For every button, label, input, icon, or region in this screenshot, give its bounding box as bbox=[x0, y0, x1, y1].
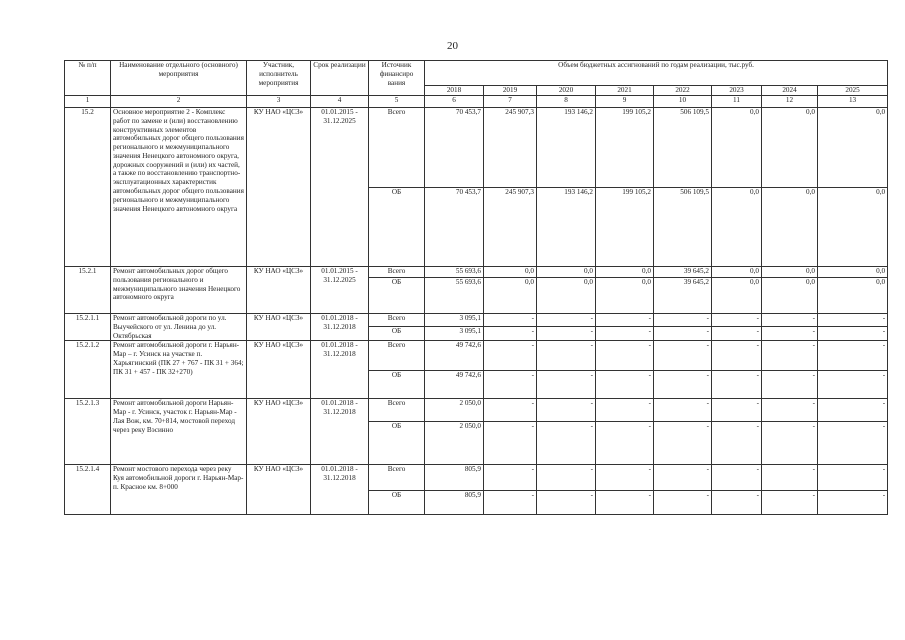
row-source: Всего bbox=[369, 267, 425, 278]
header-year: 2023 bbox=[712, 86, 762, 96]
row-name: Основное мероприятие 2 - Комплекс работ по замене и (или) восстановлению конструктивных элементов автомобильных дорог общего пользования регионального и межмуниципального значения Ненецкого автономного округа, дорожных сооружений и (или) их частей, а также по восстановлению транспортно-эксплуатационных характеристик автомобильных дорог общего пользования регионального и межмуниципального значения Ненецкого автономного округа bbox=[111, 108, 247, 267]
row-value: - bbox=[654, 371, 712, 399]
row-value: 506 109,5 bbox=[654, 188, 712, 267]
row-executor: КУ НАО «ЦСЗ» bbox=[247, 108, 311, 267]
row-value: - bbox=[537, 327, 596, 341]
row-source: Всего bbox=[369, 341, 425, 371]
row-value: 55 693,6 bbox=[425, 278, 484, 314]
row-source: ОБ bbox=[369, 422, 425, 465]
row-value: 805,9 bbox=[425, 491, 484, 515]
column-number: 1 bbox=[65, 96, 111, 108]
row-value: 39 645,2 bbox=[654, 278, 712, 314]
row-value: - bbox=[484, 327, 537, 341]
row-value: - bbox=[762, 491, 818, 515]
row-value: - bbox=[712, 491, 762, 515]
table-row bbox=[65, 465, 888, 491]
row-value: 245 907,3 bbox=[484, 108, 537, 188]
column-number: 6 bbox=[425, 96, 484, 108]
row-value: - bbox=[537, 314, 596, 327]
row-value: - bbox=[712, 422, 762, 465]
column-number: 4 bbox=[311, 96, 369, 108]
row-value: - bbox=[654, 491, 712, 515]
row-value: - bbox=[484, 422, 537, 465]
column-number: 9 bbox=[596, 96, 654, 108]
row-value: 0,0 bbox=[484, 267, 537, 278]
row-name: Ремонт автомобильных дорог общего пользования регионального и межмуниципального значения Ненецкого автономного округа bbox=[111, 267, 247, 314]
row-value: - bbox=[762, 399, 818, 422]
row-source: Всего bbox=[369, 399, 425, 422]
row-number: 15.2.1.3 bbox=[65, 399, 111, 465]
row-value: 70 453,7 bbox=[425, 188, 484, 267]
row-value: - bbox=[818, 491, 888, 515]
row-value: - bbox=[818, 422, 888, 465]
row-value: - bbox=[762, 341, 818, 371]
row-value: - bbox=[762, 371, 818, 399]
row-source: ОБ bbox=[369, 188, 425, 267]
row-value: - bbox=[596, 327, 654, 341]
row-value: 2 050,0 bbox=[425, 399, 484, 422]
row-value: - bbox=[596, 399, 654, 422]
row-value: - bbox=[537, 341, 596, 371]
row-value: 199 105,2 bbox=[596, 188, 654, 267]
row-value: 0,0 bbox=[762, 278, 818, 314]
row-value: 70 453,7 bbox=[425, 108, 484, 188]
row-value: - bbox=[762, 314, 818, 327]
header-year: 2018 bbox=[425, 86, 484, 96]
row-name: Ремонт автомобильной дороги г. Нарьян-Мар – г. Усинск на участке п. Харьягинский (ПК 27 + 767 - ПК 31 + 364; ПК 31 + 457 - ПК 32+270) bbox=[111, 341, 247, 399]
column-number: 7 bbox=[484, 96, 537, 108]
row-value: 0,0 bbox=[596, 278, 654, 314]
row-number: 15.2 bbox=[65, 108, 111, 267]
row-value: 193 146,2 bbox=[537, 188, 596, 267]
row-value: - bbox=[654, 341, 712, 371]
row-value: - bbox=[654, 465, 712, 491]
table-row bbox=[65, 267, 888, 278]
row-value: 0,0 bbox=[712, 278, 762, 314]
row-value: - bbox=[712, 314, 762, 327]
header-name: Наименование отдельного (основного) мероприятия bbox=[111, 61, 247, 96]
row-value: - bbox=[537, 491, 596, 515]
row-value: - bbox=[537, 465, 596, 491]
row-period: 01.01.2018 - 31.12.2018 bbox=[311, 314, 369, 341]
row-source: ОБ bbox=[369, 371, 425, 399]
row-value: 0,0 bbox=[712, 108, 762, 188]
column-number: 12 bbox=[762, 96, 818, 108]
row-value: - bbox=[818, 327, 888, 341]
row-value: - bbox=[712, 371, 762, 399]
table-row bbox=[65, 399, 888, 422]
row-name: Ремонт мостового перехода через реку Куя автомобильной дороги г. Нарьян-Мар-п. Красное км. 8+000 bbox=[111, 465, 247, 515]
row-value: 55 693,6 bbox=[425, 267, 484, 278]
row-value: 199 105,2 bbox=[596, 108, 654, 188]
header-row bbox=[65, 61, 888, 86]
header-year: 2021 bbox=[596, 86, 654, 96]
row-value: - bbox=[596, 422, 654, 465]
row-source: ОБ bbox=[369, 327, 425, 341]
header-year: 2024 bbox=[762, 86, 818, 96]
row-value: - bbox=[818, 314, 888, 327]
row-value: - bbox=[762, 465, 818, 491]
header-executor: Участник, исполнитель мероприятия bbox=[247, 61, 311, 96]
row-value: - bbox=[818, 341, 888, 371]
row-value: - bbox=[654, 314, 712, 327]
row-number: 15.2.1.1 bbox=[65, 314, 111, 341]
row-value: 3 095,1 bbox=[425, 314, 484, 327]
budget-table bbox=[64, 60, 888, 515]
row-value: - bbox=[762, 422, 818, 465]
table-row bbox=[65, 108, 888, 188]
row-number: 15.2.1.2 bbox=[65, 341, 111, 399]
row-source: Всего bbox=[369, 465, 425, 491]
row-value: - bbox=[712, 341, 762, 371]
row-value: 193 146,2 bbox=[537, 108, 596, 188]
row-period: 01.01.2015 - 31.12.2025 bbox=[311, 267, 369, 314]
row-value: 0,0 bbox=[596, 267, 654, 278]
row-number: 15.2.1.4 bbox=[65, 465, 111, 515]
row-value: - bbox=[596, 314, 654, 327]
row-source: Всего bbox=[369, 108, 425, 188]
row-value: - bbox=[596, 371, 654, 399]
row-value: 0,0 bbox=[537, 278, 596, 314]
row-value: - bbox=[654, 327, 712, 341]
row-value: 3 095,1 bbox=[425, 327, 484, 341]
row-value: 0,0 bbox=[537, 267, 596, 278]
row-value: - bbox=[537, 371, 596, 399]
row-value: 2 050,0 bbox=[425, 422, 484, 465]
row-period: 01.01.2015 - 31.12.2025 bbox=[311, 108, 369, 267]
row-value: - bbox=[484, 399, 537, 422]
row-value: - bbox=[484, 371, 537, 399]
row-value: 0,0 bbox=[762, 188, 818, 267]
row-value: 245 907,3 bbox=[484, 188, 537, 267]
row-source: ОБ bbox=[369, 491, 425, 515]
row-value: 0,0 bbox=[818, 278, 888, 314]
row-value: - bbox=[712, 399, 762, 422]
row-value: 805,9 bbox=[425, 465, 484, 491]
header-source: Источник финансиро вания bbox=[369, 61, 425, 96]
header-year: 2022 bbox=[654, 86, 712, 96]
row-value: - bbox=[654, 399, 712, 422]
header-volume: Объем бюджетных ассигнований по годам реализации, тыс.руб. bbox=[425, 61, 888, 86]
row-executor: КУ НАО «ЦСЗ» bbox=[247, 267, 311, 314]
header-year: 2020 bbox=[537, 86, 596, 96]
row-period: 01.01.2018 - 31.12.2018 bbox=[311, 341, 369, 399]
header-year: 2025 bbox=[818, 86, 888, 96]
row-value: 506 109,5 bbox=[654, 108, 712, 188]
row-value: - bbox=[596, 491, 654, 515]
column-number: 13 bbox=[818, 96, 888, 108]
column-number: 10 bbox=[654, 96, 712, 108]
row-value: 0,0 bbox=[712, 267, 762, 278]
row-value: 0,0 bbox=[818, 188, 888, 267]
row-value: - bbox=[762, 327, 818, 341]
row-value: 39 645,2 bbox=[654, 267, 712, 278]
page-number: 20 bbox=[447, 40, 458, 52]
header-period: Срок реализации bbox=[311, 61, 369, 96]
row-number: 15.2.1 bbox=[65, 267, 111, 314]
column-number: 2 bbox=[111, 96, 247, 108]
column-number: 5 bbox=[369, 96, 425, 108]
column-number: 8 bbox=[537, 96, 596, 108]
row-value: 0,0 bbox=[818, 108, 888, 188]
row-executor: КУ НАО «ЦСЗ» bbox=[247, 465, 311, 515]
row-value: 0,0 bbox=[762, 108, 818, 188]
row-name: Ремонт автомобильной дороги по ул. Выучейского от ул. Ленина до ул. Октябрьская bbox=[111, 314, 247, 341]
row-value: 0,0 bbox=[484, 278, 537, 314]
row-value: 0,0 bbox=[712, 188, 762, 267]
row-value: 0,0 bbox=[818, 267, 888, 278]
row-name: Ремонт автомобильной дороги Нарьян-Мар - г. Усинск, участок г. Нарьян-Мар - Лая Вож, км. 70+814, мостовой переход через реку Вэсинно bbox=[111, 399, 247, 465]
row-value: - bbox=[818, 465, 888, 491]
row-value: - bbox=[654, 422, 712, 465]
row-value: - bbox=[818, 371, 888, 399]
row-executor: КУ НАО «ЦСЗ» bbox=[247, 314, 311, 341]
header-year: 2019 bbox=[484, 86, 537, 96]
row-value: - bbox=[537, 399, 596, 422]
table-row bbox=[65, 314, 888, 327]
row-value: - bbox=[596, 341, 654, 371]
row-value: 0,0 bbox=[762, 267, 818, 278]
row-source: Всего bbox=[369, 314, 425, 327]
row-value: 49 742,6 bbox=[425, 341, 484, 371]
row-value: - bbox=[537, 422, 596, 465]
column-numbers-row bbox=[65, 96, 888, 108]
row-source: ОБ bbox=[369, 278, 425, 314]
row-value: - bbox=[484, 341, 537, 371]
row-value: - bbox=[484, 314, 537, 327]
row-value: - bbox=[712, 327, 762, 341]
row-period: 01.01.2018 - 31.12.2018 bbox=[311, 465, 369, 515]
column-number: 11 bbox=[712, 96, 762, 108]
row-value: - bbox=[712, 465, 762, 491]
row-period: 01.01.2018 - 31.12.2018 bbox=[311, 399, 369, 465]
row-value: - bbox=[484, 465, 537, 491]
column-number: 3 bbox=[247, 96, 311, 108]
table-row bbox=[65, 341, 888, 371]
row-value: - bbox=[818, 399, 888, 422]
header-number: № п/п bbox=[65, 61, 111, 96]
row-executor: КУ НАО «ЦСЗ» bbox=[247, 399, 311, 465]
row-executor: КУ НАО «ЦСЗ» bbox=[247, 341, 311, 399]
row-value: - bbox=[484, 491, 537, 515]
row-value: - bbox=[596, 465, 654, 491]
row-value: 49 742,6 bbox=[425, 371, 484, 399]
